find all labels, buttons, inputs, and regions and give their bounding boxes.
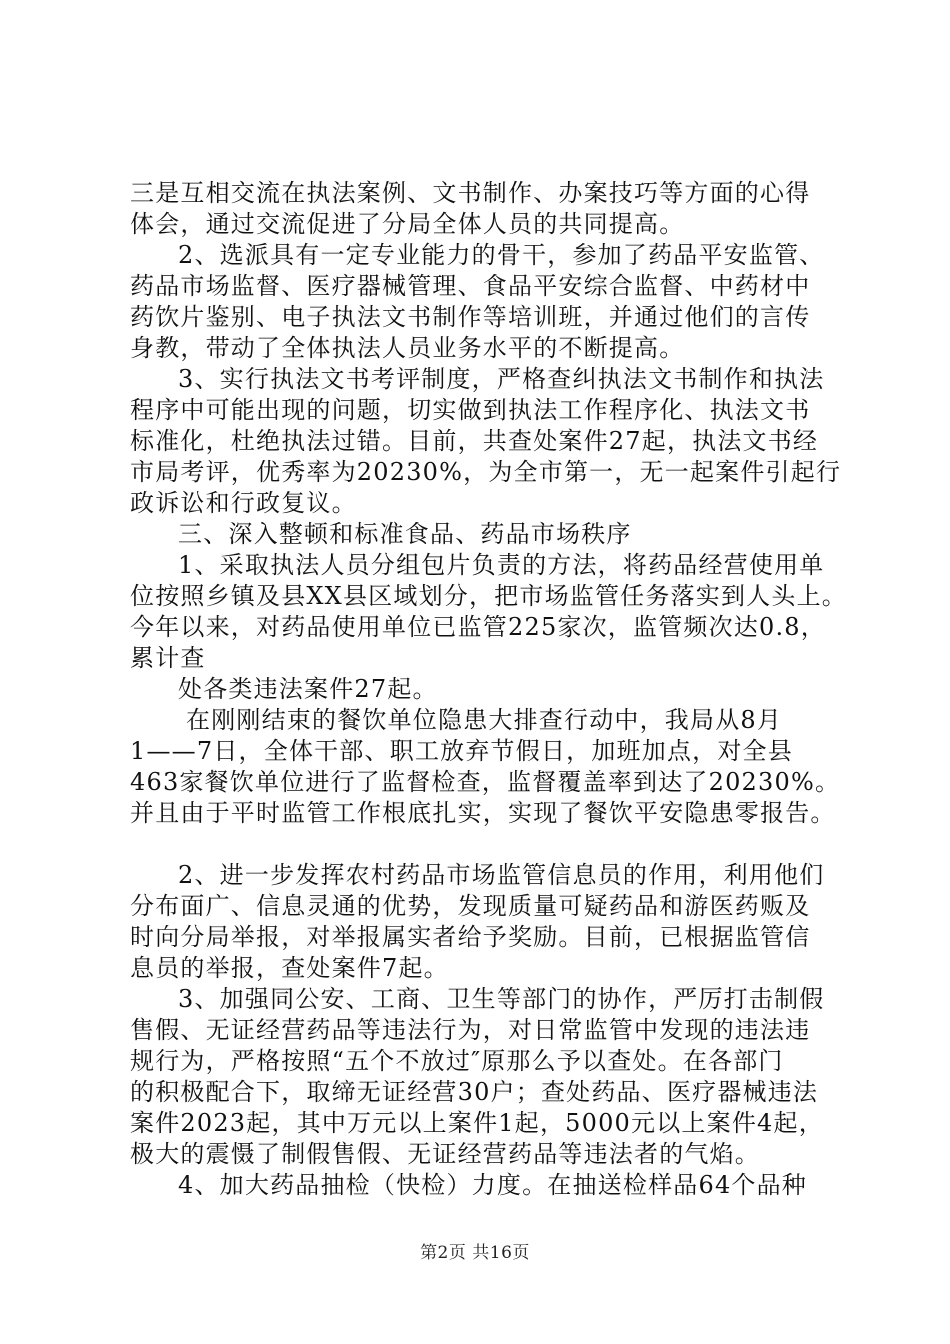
text-line: 2、选派具有一定专业能力的骨干，参加了药品平安监管、 bbox=[178, 241, 825, 269]
text-line: 463家餐饮单位进行了监督检查，监督覆盖率到达了20230%。 bbox=[130, 768, 841, 796]
text-line: 4、加大药品抽检（快检）力度。在抽送检样品64个品种 bbox=[178, 1171, 808, 1199]
text-line: 1、采取执法人员分组包片负责的方法，将药品经营使用单 bbox=[178, 551, 825, 579]
text-line: 3、实行执法文书考评制度，严格查纠执法文书制作和执法 bbox=[178, 365, 825, 393]
text-line: 并且由于平时监管工作根底扎实，实现了餐饮平安隐患零报告。 bbox=[130, 799, 836, 827]
text-line: 今年以来，对药品使用单位已监管225家次，监管频次达0.8， bbox=[130, 613, 826, 641]
text-line: 标准化，杜绝执法过错。目前，共查处案件27起，执法文书经 bbox=[130, 427, 819, 455]
text-line: 时向分局举报，对举报属实者给予奖励。目前，已根据监管信 bbox=[130, 923, 811, 951]
text-line: 分布面广、信息灵通的优势，发现质量可疑药品和游医药贩及 bbox=[130, 892, 811, 920]
text-line: 药饮片鉴别、电子执法文书制作等培训班，并通过他们的言传 bbox=[130, 303, 811, 331]
text-line: 处各类违法案件27起。 bbox=[178, 675, 438, 703]
text-line: 政诉讼和行政复议。 bbox=[130, 489, 357, 517]
text-line: 三是互相交流在执法案例、文书制作、办案技巧等方面的心得 bbox=[130, 179, 811, 207]
text-line: 累计查 bbox=[130, 644, 206, 672]
text-line: 程序中可能出现的问题，切实做到执法工作程序化、执法文书 bbox=[130, 396, 811, 424]
text-line: 规行为，严格按照“五个不放过″原那么予以查处。在各部门 bbox=[130, 1047, 784, 1075]
text-line: 2、进一步发挥农村药品市场监管信息员的作用，利用他们 bbox=[178, 861, 825, 889]
text-line: 1——7日，全体干部、职工放弃节假日，加班加点，对全县 bbox=[130, 737, 793, 765]
text-line: 的积极配合下，取缔无证经营30户；查处药品、医疗器械违法 bbox=[130, 1078, 819, 1106]
text-line: 在刚刚结束的餐饮单位隐患大排查行动中，我局从8月 bbox=[186, 706, 783, 734]
text-line: 药品市场监督、医疗器械管理、食品平安综合监督、中药材中 bbox=[130, 272, 811, 300]
text-line: 3、加强同公安、工商、卫生等部门的协作，严厉打击制假 bbox=[178, 985, 825, 1013]
text-line: 极大的震慑了制假售假、无证经营药品等违法者的气焰。 bbox=[130, 1140, 760, 1168]
text-line: 息员的举报，查处案件7起。 bbox=[130, 954, 449, 982]
text-line: 售假、无证经营药品等违法行为，对日常监管中发现的违法违 bbox=[130, 1016, 811, 1044]
text-line: 位按照乡镇及县XX县区域划分，把市场监管任务落实到人头上。 bbox=[130, 582, 847, 610]
section-heading: 三、深入整顿和标准食品、药品市场秩序 bbox=[178, 520, 632, 548]
text-line: 市局考评，优秀率为20230%，为全市第一，无一起案件引起行 bbox=[130, 458, 842, 486]
text-line: 身教，带动了全体执法人员业务水平的不断提高。 bbox=[130, 334, 685, 362]
text-line: 案件2023起，其中万元以上案件1起，5000元以上案件4起， bbox=[130, 1109, 824, 1137]
page-number-footer: 第2页 共16页 bbox=[420, 1243, 530, 1263]
text-line: 体会，通过交流促进了分局全体人员的共同提高。 bbox=[130, 210, 685, 238]
